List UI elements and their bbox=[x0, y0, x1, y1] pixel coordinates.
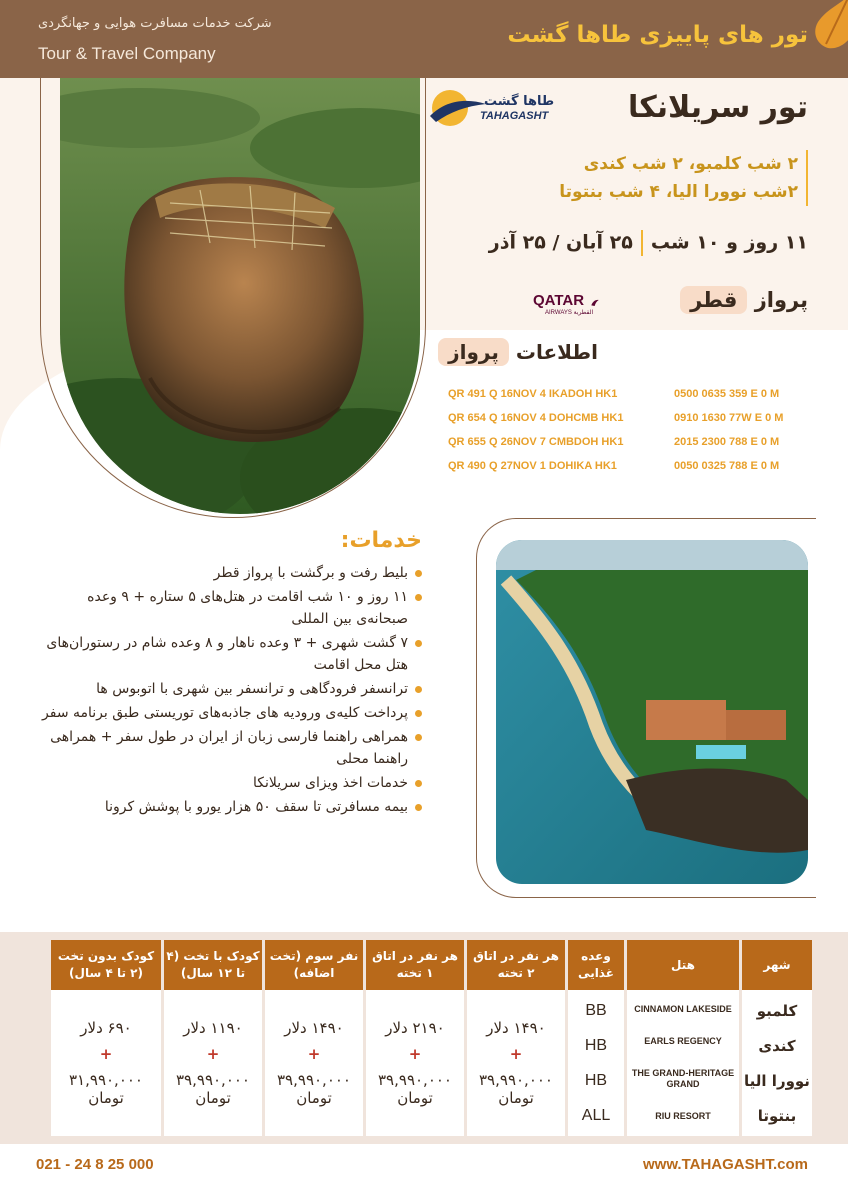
flight-line bbox=[448, 436, 828, 460]
header-child-nobed: کودک بدون تخت (۲ تا ۴ سال) bbox=[51, 940, 161, 990]
flight-line bbox=[448, 388, 828, 412]
price-toman: ۳۹,۹۹۰,۰۰۰ تومان bbox=[378, 1071, 452, 1107]
qatar-logo-text: QATAR bbox=[533, 292, 585, 309]
nights-line-1: ۲ شب کلمبو، ۲ شب کندی bbox=[583, 154, 798, 174]
hotel-cell: RIU RESORT bbox=[655, 1111, 711, 1122]
service-item: ۱۱ روز و ۱۰ شب اقامت در هتل‌های ۵ ستاره + ۹ وعده صبحانه‌ی بین المللی bbox=[32, 586, 422, 630]
tour-duration bbox=[489, 230, 808, 256]
flight-code: QR 490 Q 27NOV 1 DOHIKA HK1 bbox=[448, 460, 617, 472]
flight-times: 0050 0325 788 E 0 M bbox=[674, 460, 780, 472]
header-child-bed: کودک با تخت (۴ تا ۱۲ سال) bbox=[164, 940, 262, 990]
price-plus: + bbox=[307, 1045, 321, 1063]
price-plus: + bbox=[99, 1045, 113, 1063]
logo-text-fa: طاها گشت bbox=[484, 94, 555, 109]
header-single: هر نفر در اتاق ۱ تخته bbox=[366, 940, 464, 990]
qatar-oryx-icon bbox=[590, 288, 620, 318]
header-meal: وعده غذایی bbox=[568, 940, 624, 990]
hotel-cell: EARLS REGENCY bbox=[644, 1035, 722, 1046]
city-cell: نوورا الیا bbox=[744, 1071, 810, 1090]
company-name-en: Tour & Travel Company bbox=[38, 44, 216, 63]
price-toman: ۳۱,۹۹۰,۰۰۰ تومان bbox=[69, 1071, 143, 1107]
meal-cell: BB bbox=[585, 1001, 607, 1019]
flight-times: 0910 1630 77W E 0 M bbox=[674, 412, 784, 424]
service-item: خدمات اخذ ویزای سریلانکا bbox=[32, 772, 422, 794]
price-double-cell bbox=[467, 990, 565, 1136]
price-third-cell bbox=[265, 990, 363, 1136]
duration-separator bbox=[641, 230, 643, 256]
price-usd: ۱۱۹۰ دلار bbox=[183, 1019, 243, 1037]
footer-website-link[interactable]: www.TAHAGASHT.com bbox=[642, 1156, 808, 1173]
price-usd: ۱۴۹۰ دلار bbox=[284, 1019, 344, 1037]
flight-line bbox=[448, 460, 828, 484]
services-title: خدمات: bbox=[340, 528, 422, 553]
meal-column bbox=[568, 990, 624, 1136]
flight-info-heading bbox=[438, 338, 598, 366]
service-item: ۷ گشت شهری + ۳ وعده ناهار و ۸ وعده شام در رستوران‌های هتل محل اقامت bbox=[32, 632, 422, 676]
header-third: نفر سوم (تخت اضافه) bbox=[265, 940, 363, 990]
price-plus: + bbox=[408, 1045, 422, 1063]
price-toman: ۳۹,۹۹۰,۰۰۰ تومان bbox=[479, 1071, 553, 1107]
flight-info-label: اطلاعات bbox=[515, 340, 598, 364]
flight-line bbox=[448, 412, 828, 436]
meal-cell: ALL bbox=[581, 1106, 611, 1124]
price-plus: + bbox=[206, 1045, 220, 1063]
flight-times: 2015 2300 788 E 0 M bbox=[674, 436, 780, 448]
airline-row bbox=[680, 286, 808, 314]
flight-code: QR 655 Q 26NOV 7 CMBDOH HK1 bbox=[448, 436, 624, 448]
meal-cell: HB bbox=[584, 1036, 608, 1054]
service-item: ترانسفر فرودگاهی و ترانسفر بین شهری با اتوبوس ها bbox=[32, 678, 422, 700]
hotel-column bbox=[627, 990, 739, 1136]
header-bar bbox=[0, 0, 848, 78]
price-toman: ۳۹,۹۹۰,۰۰۰ تومان bbox=[277, 1071, 351, 1107]
city-cell: بنتوتا bbox=[757, 1106, 797, 1125]
flight-code: QR 491 Q 16NOV 4 IKADOH HK1 bbox=[448, 388, 618, 400]
footer-phone[interactable]: 021 - 24 8 25 000 bbox=[36, 1156, 154, 1173]
hotel-cell: CINNAMON LAKESIDE bbox=[634, 1003, 732, 1014]
autumn-leaf-icon bbox=[798, 0, 848, 56]
beach-resort-photo bbox=[496, 540, 808, 884]
price-toman: ۳۹,۹۹۰,۰۰۰ تومان bbox=[176, 1071, 250, 1107]
flight-code: QR 654 Q 16NOV 4 DOHCMB HK1 bbox=[448, 412, 624, 424]
service-item: بلیط رفت و برگشت با پرواز قطر bbox=[32, 562, 422, 584]
meal-cell: HB bbox=[584, 1071, 608, 1089]
price-plus: + bbox=[509, 1045, 523, 1063]
price-table bbox=[48, 940, 815, 1136]
price-child-bed-cell bbox=[164, 990, 262, 1136]
city-cell: کلمبو bbox=[756, 1001, 798, 1020]
tour-title: تور سریلانکا bbox=[628, 90, 808, 125]
flight-schedule bbox=[448, 388, 828, 484]
flight-times: 0500 0635 359 E 0 M bbox=[674, 388, 780, 400]
header-title: تور های پاییزی طاها گشت bbox=[507, 22, 808, 48]
nights-line-2: ۲شب نوورا الیا، ۴ شب بنتوتا bbox=[559, 182, 798, 202]
qatar-logo-subtext: AIRWAYS القطرية bbox=[545, 310, 594, 316]
price-child-nobed-cell bbox=[51, 990, 161, 1136]
price-single-cell bbox=[366, 990, 464, 1136]
airline-name: قطر bbox=[680, 286, 747, 314]
price-usd: ۶۹۰ دلار bbox=[80, 1019, 132, 1037]
service-item: بیمه مسافرتی تا سقف ۵۰ هزار یورو با پوشش کرونا bbox=[32, 796, 422, 818]
service-item: پرداخت کلیه‌ی ورودیه های جاذبه‌های توریستی طبق برنامه سفر bbox=[32, 702, 422, 724]
service-item: همراهی راهنما فارسی زبان از ایران در طول سفر + همراهی راهنما محلی bbox=[32, 726, 422, 770]
nights-breakdown bbox=[559, 150, 808, 206]
price-usd: ۱۴۹۰ دلار bbox=[486, 1019, 546, 1037]
header-city: شهر bbox=[742, 940, 812, 990]
city-cell: کندی bbox=[758, 1036, 796, 1055]
tour-dates: ۲۵ آبان / ۲۵ آذر bbox=[488, 231, 633, 254]
duration-text: ۱۱ روز و ۱۰ شب bbox=[650, 231, 808, 254]
flight-info-highlight: پرواز bbox=[438, 338, 509, 366]
city-column bbox=[742, 990, 812, 1136]
company-name-fa: شرکت خدمات مسافرت هوایی و جهانگردی bbox=[38, 16, 272, 31]
sigiriya-photo bbox=[60, 78, 420, 514]
header-double: هر نفر در اتاق ۲ تخته bbox=[467, 940, 565, 990]
hotel-cell: THE GRAND-HERITAGE GRAND bbox=[631, 1068, 735, 1090]
logo-text-en: TAHAGASHT bbox=[480, 110, 549, 122]
flight-label: پرواز bbox=[754, 288, 808, 312]
header-hotel: هتل bbox=[627, 940, 739, 990]
price-usd: ۲۱۹۰ دلار bbox=[385, 1019, 445, 1037]
services-list bbox=[32, 562, 422, 820]
